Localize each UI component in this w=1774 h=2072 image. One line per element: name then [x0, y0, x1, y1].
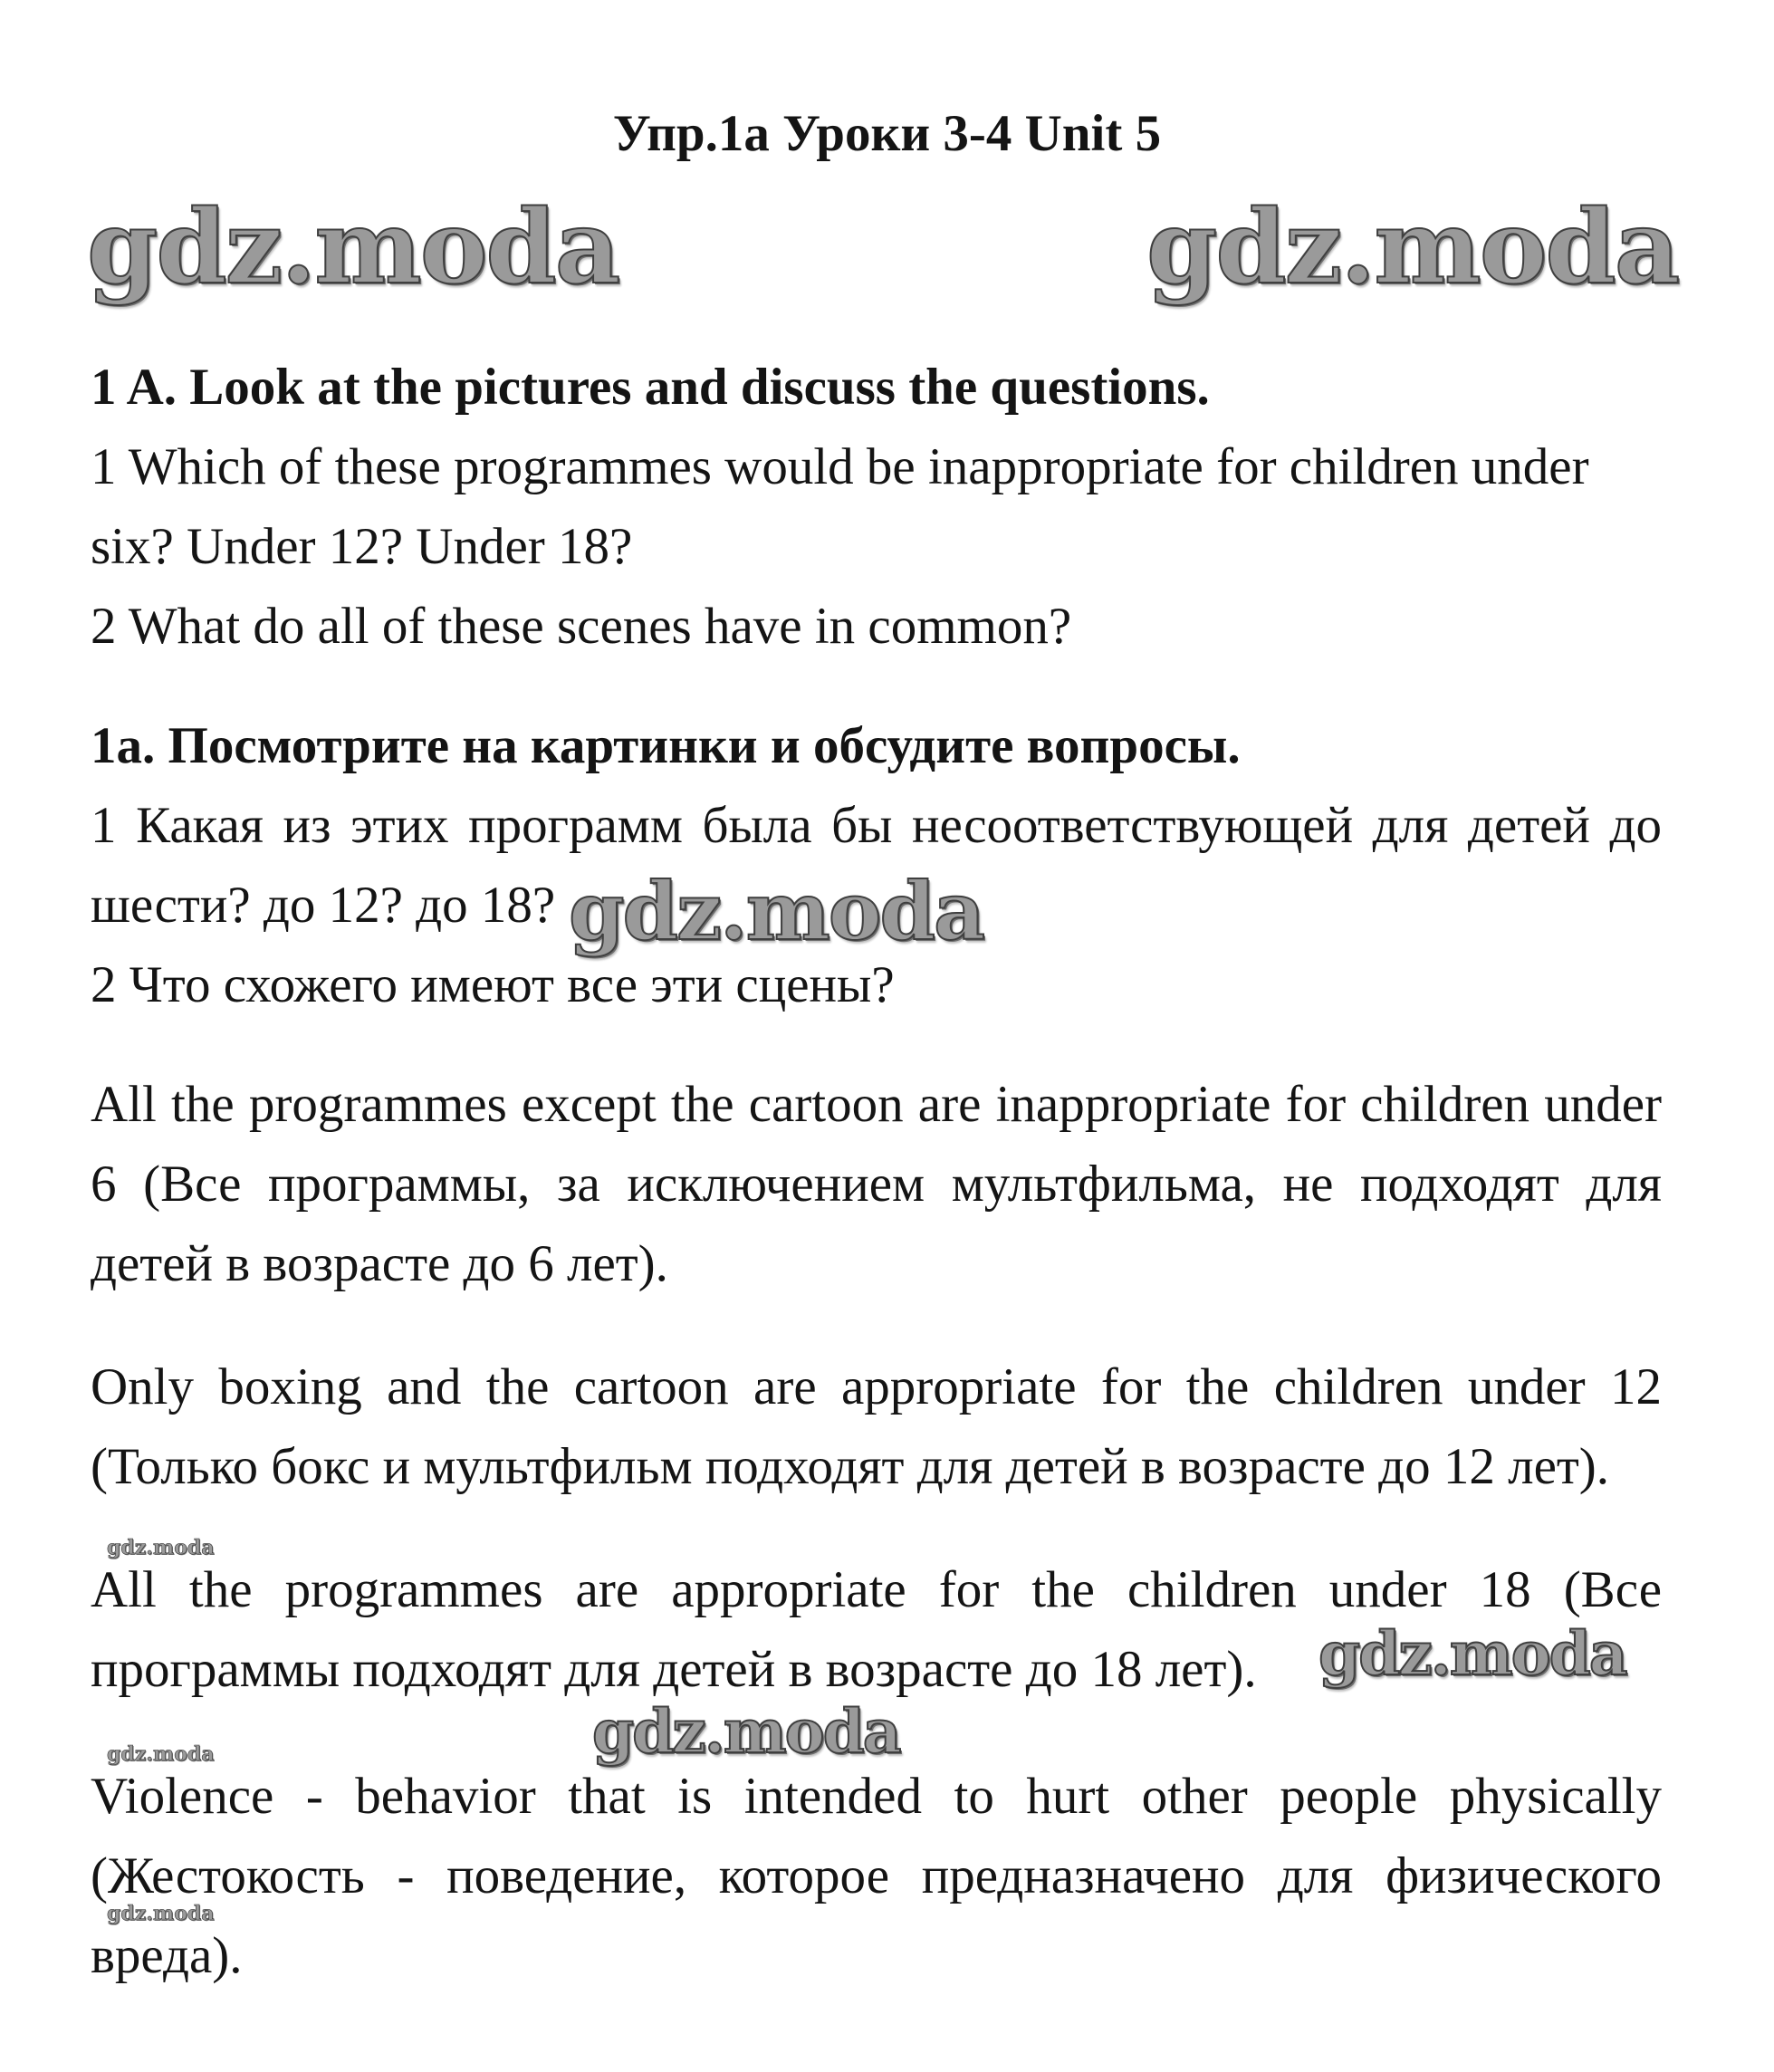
question-2-ru: 2 Что схожего имеют все эти сцены?	[91, 956, 895, 1013]
watermark-logo: gdz.moda	[1146, 188, 1679, 307]
watermark-logo: gdz.moda	[107, 1742, 215, 1766]
question-1-ru: 1 Какая из этих программ была бы несоответствующей для детей до шести? до 12? до 18?	[91, 797, 1662, 934]
page-title: Упр.1a Уроки 3-4 Unit 5	[612, 105, 1162, 162]
watermark-logo: gdz.moda	[569, 864, 984, 958]
exercise-heading-en: 1 A. Look at the pictures and discuss the questions.	[91, 359, 1210, 416]
watermark-logo: gdz.moda	[592, 1696, 900, 1767]
question-2-en: 2 What do all of these scenes have in common?	[91, 598, 1072, 655]
watermark-logo: gdz.moda	[1319, 1618, 1626, 1689]
answer-2: Only boxing and the cartoon are appropriate for the children under 12 (Только бокс и мультфильм подходят для детей в возрасте до 12 лет).	[91, 1358, 1662, 1495]
watermark-logo: gdz.moda	[107, 1902, 215, 1925]
answer-4: Violence - behavior that is intended to hurt other people physically (Жестокость - поведение, которое предназначено для физического вреда).	[91, 1768, 1662, 1984]
exercise-heading-ru: 1a. Посмотрите на картинки и обсудите вопросы.	[91, 717, 1241, 774]
question-1-en: 1 Which of these programmes would be inappropriate for children under six? Under 12? Under 18?	[91, 438, 1589, 575]
answer-3: All the programmes are appropriate for the children under 18 (Все программы подходят для детей в возрасте до 18 лет).	[91, 1561, 1662, 1698]
watermark-logo: gdz.moda	[87, 188, 619, 307]
answer-1: All the programmes except the cartoon are inappropriate for children under 6 (Все программы, за исключением мультфильма, не подходят для детей в возрасте до 6 лет).	[91, 1076, 1662, 1292]
watermark-logo: gdz.moda	[107, 1536, 215, 1559]
